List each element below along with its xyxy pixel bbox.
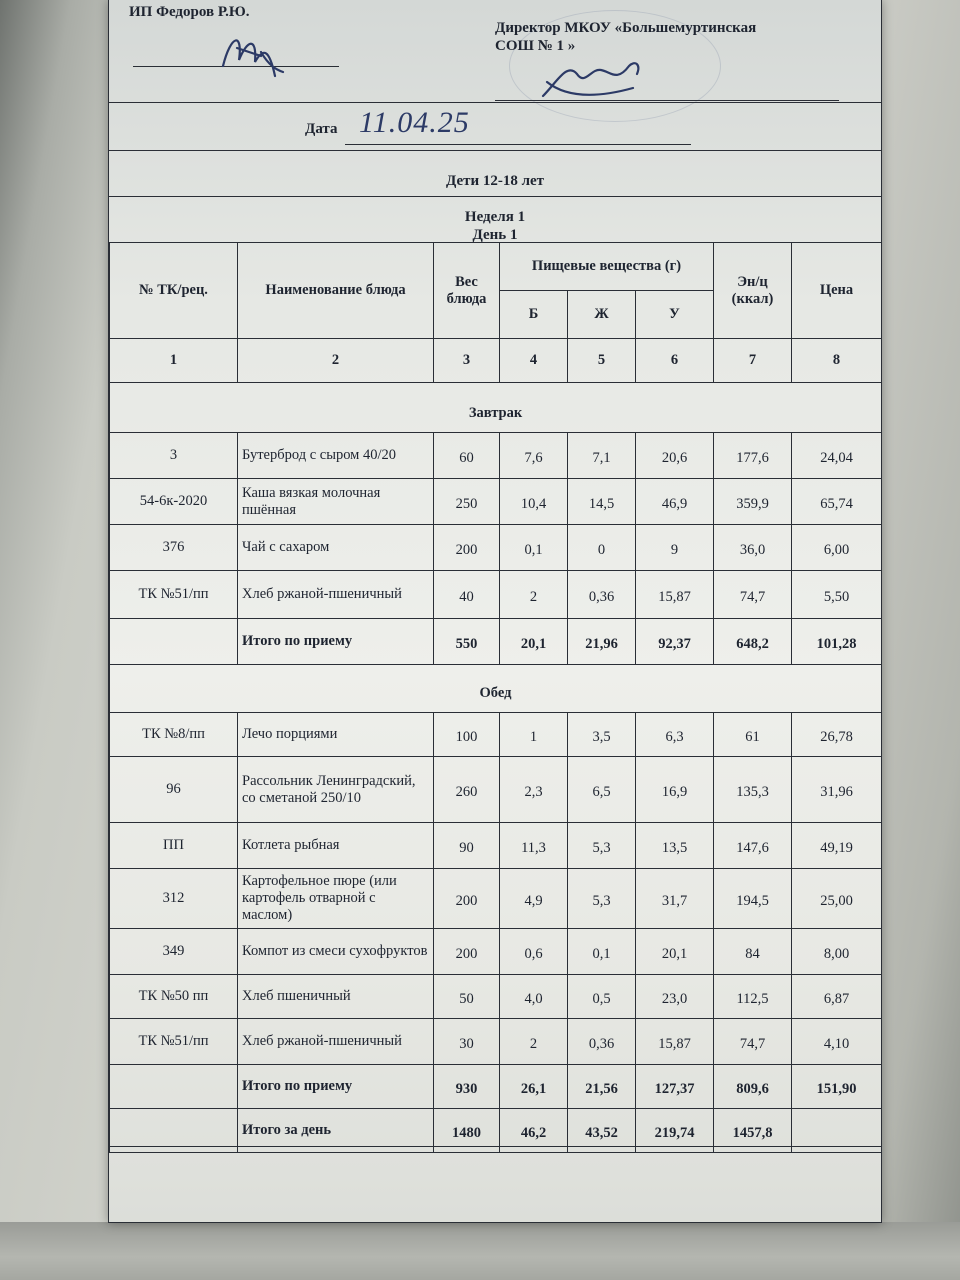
- cell-protein: 4,9: [500, 869, 568, 929]
- cell-carbs: 9: [636, 525, 714, 571]
- cell-protein: 0,6: [500, 929, 568, 975]
- column-number: 2: [238, 339, 434, 383]
- menu-table: [109, 242, 882, 1153]
- cell-protein: 46,2: [500, 1109, 568, 1153]
- cell-energy: 74,7: [714, 1019, 792, 1065]
- cell-protein: 10,4: [500, 479, 568, 525]
- cell-fat: 5,3: [568, 823, 636, 869]
- cell-price: 65,74: [792, 479, 882, 525]
- column-number: 3: [434, 339, 500, 383]
- col-header-carbs: У: [636, 291, 714, 339]
- cell-total-label: Итого за день: [238, 1109, 434, 1153]
- total-row-breakfast: [110, 619, 882, 665]
- cell-recipe: ТК №51/пп: [110, 1019, 238, 1065]
- cell-weight: 550: [434, 619, 500, 665]
- cell-carbs: 13,5: [636, 823, 714, 869]
- cell-price: 24,04: [792, 433, 882, 479]
- cell-energy: 1457,8: [714, 1109, 792, 1153]
- cell-dish: Лечо порциями: [238, 713, 434, 757]
- cell-protein: 2,3: [500, 757, 568, 823]
- cell-carbs: 219,74: [636, 1109, 714, 1153]
- cell-price: 101,28: [792, 619, 882, 665]
- cell-protein: 11,3: [500, 823, 568, 869]
- cell-weight: 200: [434, 929, 500, 975]
- age-divider: [109, 196, 881, 197]
- date-line: [345, 144, 691, 145]
- cell-recipe: 96: [110, 757, 238, 823]
- cell-fat: 0,36: [568, 571, 636, 619]
- cell-dish: Чай с сахаром: [238, 525, 434, 571]
- col-header-recipe: № ТК/рец.: [110, 243, 238, 339]
- cell-recipe: 3: [110, 433, 238, 479]
- cell-empty: [110, 1065, 238, 1109]
- cell-price: 8,00: [792, 929, 882, 975]
- cell-weight: 200: [434, 869, 500, 929]
- table-row: [110, 525, 882, 571]
- col-header-dish: Наименование блюда: [238, 243, 434, 339]
- cell-protein: 26,1: [500, 1065, 568, 1109]
- cell-price: 5,50: [792, 571, 882, 619]
- table-row: [110, 433, 882, 479]
- sheet-shadow: [0, 1222, 960, 1280]
- cell-weight: 930: [434, 1065, 500, 1109]
- total-row-lunch: [110, 1065, 882, 1109]
- cell-total-label: Итого по приему: [238, 1065, 434, 1109]
- cell-recipe: 349: [110, 929, 238, 975]
- col-header-fat: Ж: [568, 291, 636, 339]
- cell-fat: 43,52: [568, 1109, 636, 1153]
- cell-recipe: ТК №50 пп: [110, 975, 238, 1019]
- cell-protein: 4,0: [500, 975, 568, 1019]
- cell-dish: Компот из смеси сухофруктов: [238, 929, 434, 975]
- cell-recipe: 376: [110, 525, 238, 571]
- table-row: [110, 757, 882, 823]
- cell-recipe: ТК №8/пп: [110, 713, 238, 757]
- cell-energy: 36,0: [714, 525, 792, 571]
- cell-dish: Рассольник Ленинградский, со сметаной 250/10: [238, 757, 434, 823]
- cell-weight: 30: [434, 1019, 500, 1065]
- cell-price: 31,96: [792, 757, 882, 823]
- director-title-line1: Директор МКОУ «Большемуртинская: [495, 20, 757, 36]
- col-header-energy: Эн/ц (ккал): [714, 243, 792, 339]
- cell-dish: Хлеб пшеничный: [238, 975, 434, 1019]
- section-title-breakfast: Завтрак: [110, 383, 882, 433]
- table-row: [110, 713, 882, 757]
- cell-protein: 2: [500, 1019, 568, 1065]
- column-number: 1: [110, 339, 238, 383]
- cell-price: 151,90: [792, 1065, 882, 1109]
- table-row: [110, 869, 882, 929]
- table-row: [110, 1019, 882, 1065]
- cell-weight: 40: [434, 571, 500, 619]
- handwritten-date: 11.04.25: [359, 106, 470, 139]
- right-signature-icon: [537, 52, 647, 108]
- column-number: 7: [714, 339, 792, 383]
- column-number: 8: [792, 339, 882, 383]
- cell-energy: 112,5: [714, 975, 792, 1019]
- date-divider: [109, 150, 881, 151]
- cell-recipe: 54-6к-2020: [110, 479, 238, 525]
- cell-carbs: 6,3: [636, 713, 714, 757]
- table-header-row: [110, 243, 882, 291]
- cell-fat: 0: [568, 525, 636, 571]
- cell-energy: 84: [714, 929, 792, 975]
- cell-protein: 20,1: [500, 619, 568, 665]
- cell-fat: 0,36: [568, 1019, 636, 1065]
- cell-fat: 6,5: [568, 757, 636, 823]
- col-header-nutrients: Пищевые вещества (г): [500, 243, 714, 291]
- cell-energy: 74,7: [714, 571, 792, 619]
- cell-fat: 0,5: [568, 975, 636, 1019]
- cell-price: 26,78: [792, 713, 882, 757]
- week-title: Неделя 1: [464, 209, 526, 225]
- cell-recipe: ТК №51/пп: [110, 571, 238, 619]
- cell-energy: 809,6: [714, 1065, 792, 1109]
- left-org-name: ИП Федоров Р.Ю.: [129, 4, 250, 20]
- cell-weight: 250: [434, 479, 500, 525]
- cell-fat: 7,1: [568, 433, 636, 479]
- cell-energy: 194,5: [714, 869, 792, 929]
- table-row: [110, 571, 882, 619]
- age-group-title: Дети 12-18 лет: [445, 173, 545, 189]
- cell-price: 25,00: [792, 869, 882, 929]
- cell-recipe: ПП: [110, 823, 238, 869]
- director-title-line2: СОШ № 1 »: [495, 38, 576, 54]
- cell-fat: 14,5: [568, 479, 636, 525]
- cell-carbs: 20,1: [636, 929, 714, 975]
- cell-carbs: 31,7: [636, 869, 714, 929]
- cell-empty: [110, 619, 238, 665]
- cell-dish: Каша вязкая молочная пшённая: [238, 479, 434, 525]
- cell-total-label: Итого по приему: [238, 619, 434, 665]
- day-title: День 1: [472, 227, 518, 243]
- cell-weight: 100: [434, 713, 500, 757]
- cell-fat: 3,5: [568, 713, 636, 757]
- cell-protein: 2: [500, 571, 568, 619]
- cell-carbs: 23,0: [636, 975, 714, 1019]
- column-number: 6: [636, 339, 714, 383]
- cell-carbs: 127,37: [636, 1065, 714, 1109]
- cell-energy: 147,6: [714, 823, 792, 869]
- cell-dish: Котлета рыбная: [238, 823, 434, 869]
- cell-recipe: 312: [110, 869, 238, 929]
- cell-weight: 200: [434, 525, 500, 571]
- cell-carbs: 46,9: [636, 479, 714, 525]
- cell-dish: Хлеб ржаной-пшеничный: [238, 1019, 434, 1065]
- col-header-weight: Вес блюда: [434, 243, 500, 339]
- cell-energy: 648,2: [714, 619, 792, 665]
- cell-protein: 1: [500, 713, 568, 757]
- cell-price: 6,87: [792, 975, 882, 1019]
- cell-fat: 21,56: [568, 1065, 636, 1109]
- table-row: [110, 975, 882, 1019]
- cell-energy: 135,3: [714, 757, 792, 823]
- cell-weight: 60: [434, 433, 500, 479]
- column-number: 5: [568, 339, 636, 383]
- section-title-lunch: Обед: [110, 665, 882, 713]
- menu-sheet: [108, 0, 882, 1223]
- cell-protein: 0,1: [500, 525, 568, 571]
- left-signature-icon: [217, 26, 287, 82]
- cell-carbs: 20,6: [636, 433, 714, 479]
- section-row-lunch: [110, 665, 882, 713]
- cell-energy: 177,6: [714, 433, 792, 479]
- cell-weight: 50: [434, 975, 500, 1019]
- table-row: [110, 479, 882, 525]
- cell-fat: 21,96: [568, 619, 636, 665]
- section-row-breakfast: [110, 383, 882, 433]
- column-number: 4: [500, 339, 568, 383]
- col-header-protein: Б: [500, 291, 568, 339]
- cell-price: 4,10: [792, 1019, 882, 1065]
- cell-weight: 90: [434, 823, 500, 869]
- cell-weight: 1480: [434, 1109, 500, 1153]
- cell-fat: 0,1: [568, 929, 636, 975]
- col-header-price: Цена: [792, 243, 882, 339]
- cell-price: 49,19: [792, 823, 882, 869]
- cell-carbs: 15,87: [636, 1019, 714, 1065]
- cell-energy: 61: [714, 713, 792, 757]
- column-number-row: [110, 339, 882, 383]
- cell-dish: Картофельное пюре (или картофель отварной с маслом): [238, 869, 434, 929]
- table-row: [110, 823, 882, 869]
- cell-energy: 359,9: [714, 479, 792, 525]
- date-label: Дата: [305, 121, 338, 137]
- cell-weight: 260: [434, 757, 500, 823]
- cell-carbs: 15,87: [636, 571, 714, 619]
- cell-carbs: 16,9: [636, 757, 714, 823]
- cell-protein: 7,6: [500, 433, 568, 479]
- bottom-divider: [109, 1146, 881, 1147]
- cell-fat: 5,3: [568, 869, 636, 929]
- cell-dish: Бутерброд с сыром 40/20: [238, 433, 434, 479]
- header-divider: [109, 102, 881, 103]
- cell-dish: Хлеб ржаной-пшеничный: [238, 571, 434, 619]
- cell-carbs: 92,37: [636, 619, 714, 665]
- cell-price: 6,00: [792, 525, 882, 571]
- table-row: [110, 929, 882, 975]
